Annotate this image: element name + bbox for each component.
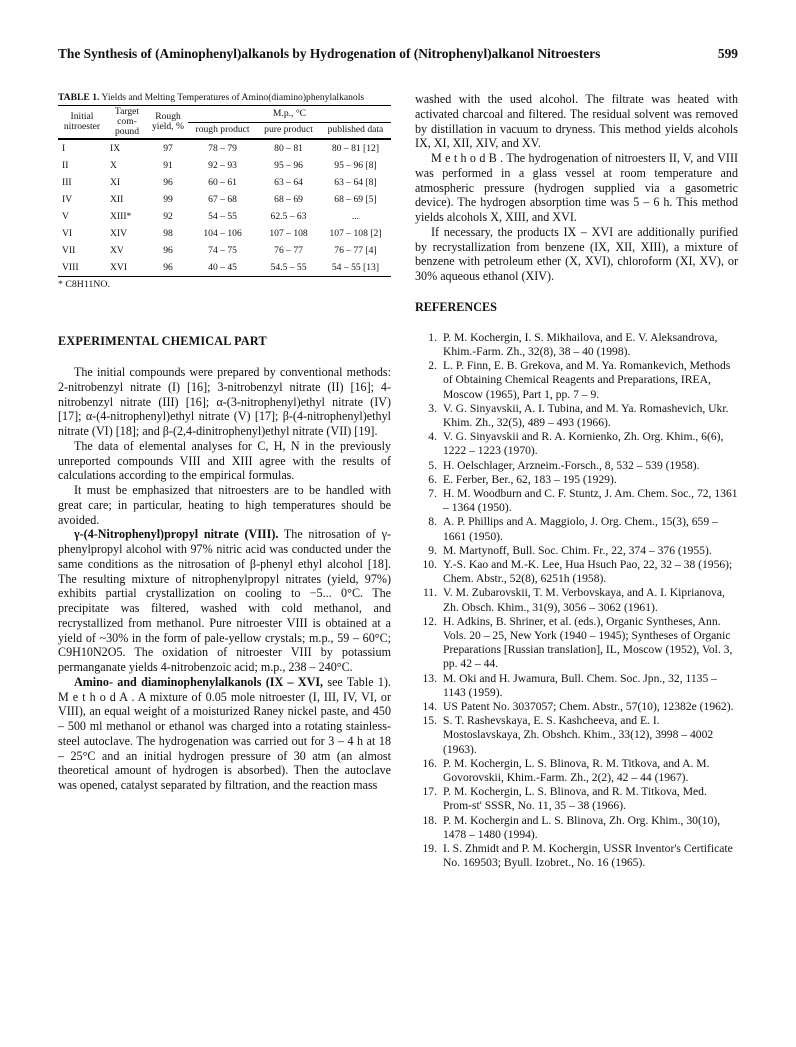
table-label: TABLE 1. <box>58 92 100 103</box>
running-header <box>58 46 738 62</box>
reference-text: V. M. Zubarovskii, T. M. Verbovskaya, and A. I. Kiprianova, Zh. Obsch. Khim., 31(9), 3056 – 3062 (1961). <box>443 586 725 614</box>
cell-initial: VIII <box>62 261 79 273</box>
cell-yield: 96 <box>163 261 173 273</box>
left-column <box>58 92 391 793</box>
reference-text: S. T. Rashevskaya, E. S. Kashcheeva, and E. I. Mostoslavskaya, Zh. Obshch. Khim., 33(12), 3998 – 4002 (1963). <box>443 714 714 756</box>
reference-text: V. G. Sinyavskii, A. I. Tubina, and M. Ya. Romashevich, Ukr. Khim. Zh., 32(5), 489 – 493 (1966). <box>443 401 729 429</box>
reference-text: E. Ferber, Ber., 62, 183 – 195 (1929). <box>443 472 617 486</box>
cell-pure: 63 – 64 <box>274 176 303 188</box>
col-rough-yield: Rough yield, % <box>152 111 184 132</box>
cell-yield: 99 <box>163 193 173 205</box>
reference-number: 16. <box>422 756 437 770</box>
reference-number: 12. <box>422 614 437 628</box>
cell-target: XIII* <box>110 210 132 222</box>
cell-initial: I <box>62 142 66 154</box>
reference-item <box>415 473 738 487</box>
reference-number: 6. <box>428 472 437 486</box>
table-row <box>58 174 391 191</box>
cell-initial: VII <box>62 244 76 256</box>
reference-item <box>415 757 738 785</box>
compound-viii-text: The nitrosation of γ-phenylpropyl alcohol with 97% nitric acid was conducted under the same conditions as the nitrosation of β-phenyl ethyl alcohol [18]. The resulting mixture of nitrophenylpropyl nitrates (yield, 97%) exhibits partial crystallization on cooling to −5... 0°C. The precipitate was filtered, washed with cold methanol, and recrystallized from methanol. Pure nitroester VIII is obtained at a yield of ~30% in the form of pale-yellow crystals; m.p., 59 – 60°C; C9H10N2O5. The oxidation of nitroester VIII by potassium permanganate yields 4-nitrobenzoic acid; m.p., 238 – 240°C. <box>58 527 391 674</box>
reference-number: 7. <box>428 486 437 500</box>
reference-text: P. M. Kochergin, L. S. Blinova, R. M. Titkova, and A. M. Govorovskii, Khim.-Farm. Zh., 2(2), 42 – 44 (1967). <box>443 756 710 785</box>
cell-target: X <box>110 159 117 171</box>
paragraph-purification: If necessary, the products IX – XVI are additionally purified by recrystallization from benzene (IX, XII, XIII), a mixture of benzene with petroleum ether (X, XVI), chloroform (XI, XV), or 30% aqueous ethanol (XIV). <box>415 224 738 283</box>
aminoalkanols-table-ref: see Table 1). <box>327 674 391 689</box>
reference-item <box>415 402 738 430</box>
cell-initial: VI <box>62 227 73 239</box>
reference-number: 3. <box>428 401 437 415</box>
reference-text: P. M. Kochergin and L. S. Blinova, Zh. Org. Khim., 30(10), 1478 – 1480 (1994). <box>443 813 721 841</box>
col-rough-product: rough product <box>195 124 250 136</box>
cell-target: XI <box>110 176 121 188</box>
paragraph-initial-compounds: The initial compounds were prepared by conventional methods: 2-nitrobenzyl nitrate (I) [16]; 3-nitrobenzyl nitrate (II) [16]; 4-nitrobenzyl nitrate (III) [16]; α-(3-nitrophenyl)ethyl nitrate (IV) [17]; α-(4-nitrophenyl)ethyl nitrate (V) [17]; β-(4-nitrophenyl)ethyl nitrate (VI) [18]; and β-(2,4-dinitrophenyl)ethyl nitrate (VII) [19]. <box>58 365 391 438</box>
cell-pure: 68 – 69 <box>274 193 303 205</box>
reference-text: V. G. Sinyavskii and R. A. Kornienko, Zh. Org. Khim., 6(6), 1222 – 1223 (1970). <box>443 430 724 458</box>
cell-published: 76 – 77 [4] <box>334 244 377 256</box>
reference-item <box>415 615 738 672</box>
reference-number: 19. <box>422 842 437 856</box>
yield-table <box>58 105 391 277</box>
table-row <box>58 259 391 277</box>
reference-text: A. P. Phillips and A. Maggiolo, J. Org. Chem., 15(3), 659 – 1661 (1950). <box>443 515 718 543</box>
reference-item <box>415 515 738 543</box>
cell-initial: IV <box>62 193 73 205</box>
cell-rough: 67 – 68 <box>208 193 237 205</box>
compound-viii-title: γ-(4-Nitrophenyl)propyl nitrate (VIII). <box>74 527 279 542</box>
cell-pure: 80 – 81 <box>274 142 303 154</box>
col-mp-group: M.p., °C <box>188 106 391 123</box>
page-number: 599 <box>717 46 738 61</box>
cell-published: ... <box>351 210 360 222</box>
reference-item <box>415 785 738 813</box>
reference-number: 15. <box>422 714 437 728</box>
col-initial-nitroester: Initial nitroester <box>63 111 101 132</box>
cell-published: 107 – 108 [2] <box>329 227 382 239</box>
right-column <box>415 92 738 870</box>
table-row <box>58 225 391 242</box>
cell-pure: 107 – 108 <box>269 227 308 239</box>
method-b-label: M e t h o d B . <box>431 151 504 165</box>
cell-published: 54 – 55 [13] <box>331 261 380 273</box>
cell-yield: 91 <box>163 159 173 171</box>
reference-number: 14. <box>422 700 437 714</box>
reference-number: 11. <box>422 586 437 600</box>
reference-item <box>415 430 738 458</box>
cell-yield: 97 <box>163 142 173 154</box>
cell-pure: 95 – 96 <box>274 159 303 171</box>
reference-text: US Patent No. 3037057; Chem. Abstr., 57(10), 12382e (1962). <box>443 700 734 714</box>
paragraph-compound-viii <box>58 527 391 675</box>
table-caption-text: Yields and Melting Temperatures of Amino(diamino)phenylalkanols <box>101 92 365 103</box>
reference-item <box>415 714 738 757</box>
reference-number: 1. <box>428 330 437 344</box>
cell-pure: 54.5 – 55 <box>270 261 307 273</box>
paragraph-continued: washed with the used alcohol. The filtrate was heated with activated charcoal and filtered. The residual solvent was removed by distillation in vacuum to dryness. This method yields alcohols IX, XI, XII, XIV, and XV. <box>415 92 738 151</box>
reference-list <box>415 331 738 871</box>
cell-published: 80 – 81 [12] <box>331 142 380 154</box>
reference-number: 8. <box>428 515 437 529</box>
reference-text: H. M. Woodburn and C. F. Stuntz, J. Am. Chem. Soc., 72, 1361 – 1364 (1950). <box>443 486 738 515</box>
reference-item <box>415 359 738 402</box>
table-row <box>58 140 391 158</box>
cell-target: XVI <box>110 261 128 273</box>
cell-yield: 96 <box>163 244 173 256</box>
reference-item <box>415 672 738 700</box>
reference-text: H. Oelschlager, Arzneim.-Forsch., 8, 532 – 539 (1958). <box>443 458 700 472</box>
reference-text: I. S. Zhmidt and P. M. Kochergin, USSR Inventor's Certificate No. 169503; Byull. Izobret., No. 16 (1965). <box>443 842 733 870</box>
reference-text: L. P. Finn, E. B. Grekova, and M. Ya. Romankevich, Methods of Obtaining Chemical Reagents and Preparations, IREA, Moscow (1965), Part 1, pp. 7 – 9. <box>443 359 731 401</box>
reference-text: M. Martynoff, Bull. Soc. Chim. Fr., 22, 374 – 376 (1955). <box>443 543 712 557</box>
reference-text: P. M. Kochergin, I. S. Mikhailova, and E. V. Aleksandrova, Khim.-Farm. Zh., 32(8), 38 – 40 (1998). <box>443 330 718 358</box>
method-b-text: The hydrogenation of nitroesters II, V, and VIII was performed in a glass vessel at room temperature and atmospheric pressure (hydrogen supplied via a gasometric device). The hydrogen absorption time was 5 – 6 h. This method yields alcohols X, XIII, and XVI. <box>415 151 738 224</box>
paragraph-elemental-analysis: The data of elemental analyses for C, H, N in the previously unreported compounds VIII and XIII agree with the results of calculations according to the empirical formulas. <box>58 438 391 483</box>
reference-number: 10. <box>422 558 437 571</box>
reference-number: 13. <box>422 671 437 685</box>
paragraph-method-b <box>415 151 738 225</box>
cell-pure: 62.5 – 63 <box>270 210 307 222</box>
running-title: The Synthesis of (Aminophenyl)alkanols by Hydrogenation of (Nitrophenyl)alkanol Nitroesters <box>58 46 601 61</box>
cell-rough: 40 – 45 <box>208 261 237 273</box>
reference-item <box>415 459 738 473</box>
table-row <box>58 242 391 259</box>
reference-item <box>415 814 738 842</box>
cell-rough: 74 – 75 <box>208 244 237 256</box>
references-heading: REFERENCES <box>415 299 497 314</box>
aminoalkanols-title: Amino- and diaminophenylalkanols (IX – XVI, <box>74 674 324 689</box>
reference-item <box>415 331 738 359</box>
cell-published: 68 – 69 [5] <box>334 193 377 205</box>
table-row <box>58 191 391 208</box>
paragraph-method-a <box>58 675 391 793</box>
col-published-data: published data <box>327 124 384 136</box>
cell-yield: 92 <box>163 210 173 222</box>
cell-published: 95 – 96 [8] <box>334 159 377 171</box>
reference-number: 17. <box>422 785 437 799</box>
method-a-text: A mixture of 0.05 mole nitroester (I, III, IV, VI, or VIII), an equal weight of a moisturized Raney nickel paste, and 450 – 500 ml methanol or ethanol was charged into a rotating stainless-steel autoclave. The hydrogenation was carried out for 3 – 4 h at 18 – 25°C and an initial hydrogen pressure of 30 atm (an almost theoretical amount of hydrogen is absorbed). Then the autoclave was opened, catalyst separated by filtration, and the reaction mass <box>58 689 392 792</box>
table-row <box>58 208 391 225</box>
reference-number: 9. <box>428 543 437 557</box>
cell-published: 63 – 64 [8] <box>334 176 377 188</box>
cell-target: XII <box>110 193 124 205</box>
cell-initial: V <box>62 210 69 222</box>
cell-yield: 98 <box>163 227 173 239</box>
reference-text: H. Adkins, B. Shriner, et al. (eds.), Organic Syntheses, Ann. Vols. 20 – 25, New York (1940 – 1945); Syntheses of Organic Preparations [Russian translation], IL, Moscow (1952), Vol. 3, pp. 42 – 44. <box>443 614 733 671</box>
reference-number: 18. <box>422 813 437 827</box>
table-caption <box>58 92 391 103</box>
reference-text: M. Oki and H. Jwamura, Bull. Chem. Soc. Jpn., 32, 1135 – 1143 (1959). <box>443 671 717 699</box>
col-pure-product: pure product <box>264 124 313 136</box>
reference-number: 2. <box>428 359 437 373</box>
reference-item <box>415 558 738 586</box>
cell-initial: II <box>62 159 69 171</box>
table-body <box>58 140 391 277</box>
table-footnote: * C8H11NO. <box>58 279 110 290</box>
method-a-label: M e t h o d A . <box>58 689 135 704</box>
cell-target: IX <box>110 142 121 154</box>
cell-target: XV <box>110 244 124 256</box>
section-heading: EXPERIMENTAL CHEMICAL PART <box>58 334 267 348</box>
reference-item <box>415 842 738 870</box>
cell-target: XIV <box>110 227 128 239</box>
reference-text: P. M. Kochergin, L. S. Blinova, and R. M. Titkova, Med. Prom-st' SSSR, No. 11, 35 – 38 (1966). <box>443 785 707 813</box>
reference-item <box>415 700 738 714</box>
reference-number: 5. <box>428 458 437 472</box>
reference-number: 4. <box>428 430 437 444</box>
reference-item <box>415 544 738 558</box>
cell-initial: III <box>62 176 72 188</box>
cell-rough: 104 – 106 <box>203 227 242 239</box>
cell-rough: 78 – 79 <box>208 142 237 154</box>
paragraph-caution: It must be emphasized that nitroesters are to be handled with great care; in particular, heating to high temperatures should be avoided. <box>58 483 391 527</box>
table-row <box>58 157 391 174</box>
reference-item <box>415 487 738 515</box>
col-target-compound: Target com-pound <box>114 106 140 137</box>
cell-rough: 60 – 61 <box>208 176 237 188</box>
cell-pure: 76 – 77 <box>274 244 303 256</box>
cell-rough: 54 – 55 <box>208 210 237 222</box>
reference-item <box>415 586 738 614</box>
cell-rough: 92 – 93 <box>208 159 237 171</box>
cell-yield: 96 <box>163 176 173 188</box>
reference-text: Y.-S. Kao and M.-K. Lee, Hua Hsuch Pao, 22, 32 – 38 (1956); Chem. Abstr., 52(8), 6251h (1958). <box>443 558 733 586</box>
